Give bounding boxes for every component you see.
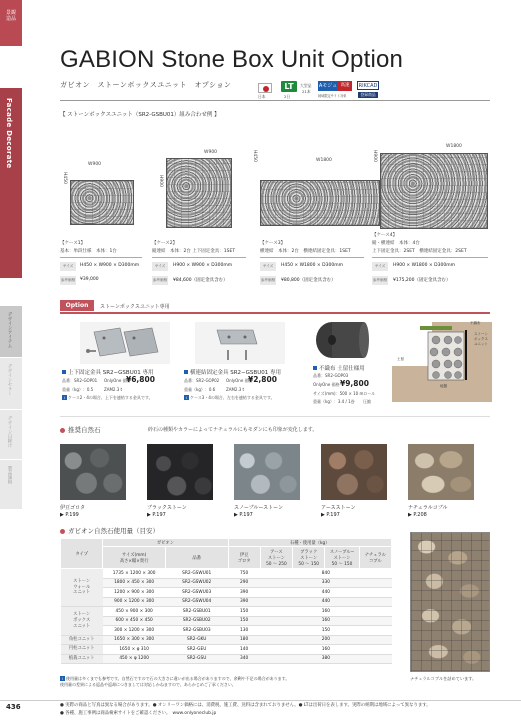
diagram-label-fabric: 不織布 — [470, 321, 481, 325]
option1-name-text: 上下固定金具 SR2−GSBU01 専用 — [68, 370, 154, 376]
case1-size-label: サイズ — [60, 262, 76, 271]
cell-size: 900 × 1200 × 300 — [103, 597, 166, 607]
case2-title: 【ケース2】 — [152, 241, 178, 246]
th-black: ブラック ストーン 50 ～ 150 — [293, 547, 325, 569]
table-row — [61, 607, 392, 617]
gabion-case2-image — [166, 158, 232, 228]
th-code: 品番 — [165, 547, 228, 569]
table-row — [61, 588, 392, 598]
option3-code: 品番：SR2-GOP03 — [313, 373, 349, 378]
case4-price: ¥175,200（固定金具含む） — [393, 278, 451, 283]
cell-izu: 180 — [228, 635, 260, 645]
rikcad-sub: 登録商品 — [358, 92, 378, 98]
info-icon: i — [63, 395, 66, 400]
case3-title: 【ケース3】 — [260, 241, 286, 246]
th-snow: スノーブル− ストーン 50 ～ 150 — [325, 547, 359, 569]
option1-code: 品番：SR2-GOP01 — [62, 378, 98, 383]
option2-note-text: ケース3・4の場合、左右を連結する金具です。 — [190, 395, 275, 400]
case3-divider — [260, 257, 364, 258]
dim-c3-h: H450 — [252, 150, 257, 162]
cell-other: 150 — [260, 626, 391, 636]
stone-izu-gorota-image — [60, 444, 126, 500]
cell-other: 160 — [260, 607, 391, 617]
option1-note — [62, 395, 153, 401]
cell-other: 200 — [260, 635, 391, 645]
cell-code: SR2-GSU — [165, 654, 228, 664]
cell-code: SR2-GKU — [165, 635, 228, 645]
lt-sub: 2日 — [284, 94, 291, 99]
option2-price-label: OnlyOne 価格 — [226, 378, 253, 383]
weight-table-note — [60, 676, 400, 688]
case1-desc: 基本：単段仕様 本体：1台 — [60, 249, 117, 254]
case2-price: ¥84,600（固定金具含む） — [173, 278, 228, 283]
weight-table-heading-text: ガビオン自然石使用量（目安） — [68, 527, 159, 535]
table-row — [61, 616, 392, 626]
cell-code: SR2-GSBU03 — [165, 626, 228, 636]
table-row — [61, 645, 392, 655]
stone-natural-cobble-image — [408, 444, 474, 500]
dim-c2-h: H900 — [158, 175, 163, 187]
case4-title: 【ケース4】 — [372, 233, 398, 238]
cell-size: 450 × 900 × 300 — [103, 607, 166, 617]
sidebar-tab-design-shade[interactable] — [0, 410, 22, 460]
gabion-case1-image — [70, 180, 134, 225]
sidebar-tab-label: 製品価格 — [7, 466, 12, 484]
case3-price: ¥80,800（固定金具含む） — [281, 278, 336, 283]
sidebar-top-tab-label: 景観 造品 — [5, 10, 16, 22]
case2-divider — [152, 257, 246, 258]
option2-price: ¥2,800 — [248, 375, 277, 384]
header-divider — [60, 100, 490, 101]
cell-code: SR2-GSBU01 — [165, 607, 228, 617]
option2-code: 品番：SR2-GOP02 — [184, 378, 220, 383]
shipping-label: 大型品 — [300, 83, 312, 88]
stone-name-izu: 伊豆ゴロタ — [60, 505, 86, 511]
stone-ref-cobble[interactable]: ▶ P.208 — [408, 512, 427, 518]
photo-caption: ナチュラルコブルを詰めています。 — [410, 676, 477, 681]
cell-size: 1735 × 1200 × 300 — [103, 569, 166, 579]
th-type: タイプ — [61, 539, 103, 569]
option2-note — [184, 395, 275, 401]
cell-other: 840 — [260, 569, 391, 579]
case2-size: H900 × W900 × D300mm — [173, 263, 233, 268]
sidebar-tab-label: デザイン日除け — [7, 416, 12, 448]
info-icon: i — [61, 676, 64, 681]
stone-earth-stone-image — [321, 444, 387, 500]
option1-price-label: OnlyOne 価格 — [104, 378, 131, 383]
case2-desc: 縦連結 本体：2台 上下固定金具：1SET — [152, 249, 236, 254]
cell-other: 330 — [260, 578, 391, 588]
option1-material: ZAM2.3 t — [104, 387, 123, 392]
th-stone-group: 石種・使用量（kg） — [228, 539, 392, 547]
weight-table-note-text: 使用量は多くまでも参考です。自然石ですので石の大きさに違いが出る場合がありますので、余剰や不足の場合があります。 使用量の差異による返品や返却につきましては対応しかねますので、あらかじめご了承ください。 — [60, 676, 290, 687]
sidebar-tab-label: デザインアイテム — [7, 312, 12, 348]
case3-size: H450 × W1800 × D300mm — [281, 263, 343, 268]
option1-note-text: ケース2・4の場合、上下を連結する金具です。 — [68, 395, 153, 400]
express-badge: 高速 — [338, 81, 352, 91]
cell-code: SR2-GSWU03 — [165, 588, 228, 598]
weight-table — [60, 538, 392, 664]
case2-price-label: 参考価格 — [152, 276, 168, 285]
section-heading-combinations: 【 ストーンボックスユニット（SR2-GSBU01）組み合わせ例 】 — [60, 112, 220, 118]
side-bracket-image — [195, 322, 285, 364]
sidebar-main-tab-label: Facade Decorate — [5, 98, 13, 169]
option-tag-sub: ストーンボックスユニット専用 — [100, 304, 170, 310]
cell-code: SR2-GSWU02 — [165, 578, 228, 588]
cell-izu: 290 — [228, 578, 260, 588]
dim-c1-w: W900 — [88, 162, 102, 167]
case1-price: ¥39,000 — [80, 277, 99, 282]
dim-c3-w: W1800 — [316, 158, 332, 163]
stones-heading — [60, 425, 101, 434]
group-box: ストーン ボックス ユニット — [61, 607, 103, 636]
stone-name-snow: スノーブルーストーン — [234, 505, 284, 511]
flag-label: 日本 — [258, 94, 266, 99]
option1-price: ¥6,800 — [126, 375, 155, 384]
sidebar-tab-design-cellar[interactable] — [0, 358, 22, 410]
cell-size: 1800 × 450 × 300 — [103, 578, 166, 588]
cell-izu: 140 — [228, 645, 260, 655]
option3-name-text: 不織布 土留仕様用 — [319, 366, 365, 372]
dim-c2-w: W900 — [204, 150, 218, 155]
case3-size-label: サイズ — [260, 262, 276, 271]
retaining-wall-diagram — [392, 318, 492, 402]
option3-material: 圧縮 — [363, 399, 371, 404]
cell-izu: 340 — [228, 654, 260, 664]
dim-c4-h: H900 — [372, 150, 377, 162]
gabion-case3-image — [260, 180, 380, 226]
bullet-dot-icon — [60, 529, 65, 534]
cell-izu: 390 — [228, 588, 260, 598]
bullet-dot-icon — [60, 428, 65, 433]
diagram-label-ground: 地盤 — [440, 384, 447, 388]
cell-code: SR2-GSBU02 — [165, 616, 228, 626]
option-tag: Option — [60, 300, 94, 311]
stone-snow-blue-image — [234, 444, 300, 500]
table-row — [61, 626, 392, 636]
stone-ref-black[interactable]: ▶ P.197 — [147, 512, 166, 518]
cell-izu: 390 — [228, 597, 260, 607]
cell-size: 1650 × 300 × 300 — [103, 635, 166, 645]
cell-other: 440 — [260, 597, 391, 607]
stone-black-stone-image — [147, 444, 213, 500]
stone-name-earth: アースストーン — [321, 505, 356, 511]
cell-izu: 150 — [228, 607, 260, 617]
stones-note: 砕石の種類やカラーによってナチュラルにもモダンにも印象が変化します。 — [148, 427, 318, 433]
cell-other: 380 — [260, 654, 391, 664]
case3-desc: 横連結 本体：2台 横連結固定金具：1SET — [260, 249, 351, 254]
bullet-icon — [313, 366, 317, 370]
cell-size: 1200 × 900 × 300 — [103, 588, 166, 598]
table-row — [61, 654, 392, 664]
bullet-icon — [184, 370, 188, 374]
case4-price-label: 参考価格 — [372, 276, 388, 285]
info-icon: i — [185, 395, 188, 400]
cell-other: 160 — [260, 645, 391, 655]
cell-size: 600 × 450 × 450 — [103, 616, 166, 626]
case4-desc: 縦・横連結 本体：4台 上下固定金具：2SET 横連結固定金具：2SET — [372, 241, 467, 254]
sidebar-main-tab-jp: ファサード装飾 — [5, 190, 13, 239]
page-number: 436 — [6, 703, 21, 711]
cell-izu: 750 — [228, 569, 260, 579]
cobble-gabion-photo — [410, 532, 490, 672]
option3-weight: 重量（kg）：3.4 / 1巻 — [313, 399, 355, 404]
module-badge: Aモジュ — [318, 83, 338, 89]
cell-other: 160 — [260, 616, 391, 626]
stone-ref-snow[interactable]: ▶ P.197 — [234, 512, 253, 518]
stone-ref-earth[interactable]: ▶ P.197 — [321, 512, 340, 518]
gabion-case4-image — [380, 153, 488, 229]
bullet-icon — [62, 370, 66, 374]
footer-note-2: ● 各種、施工事例は商品検索サイトをご確認ください。 www.onlyoneclub.jp — [60, 711, 217, 716]
stone-name-cobble: ナチュラルコブル — [408, 505, 448, 511]
cell-size: 450 × φ 1200 — [103, 654, 166, 664]
cell-code: SR2-GSWU04 — [165, 597, 228, 607]
stone-name-black: ブラックストーン — [147, 505, 187, 511]
option-divider — [60, 312, 490, 314]
diagram-label-unit: ストーン ボックス ユニット — [474, 332, 488, 346]
option2-weight: 重量（kg）：0.6 — [184, 387, 216, 392]
cell-type: 植栽ユニット — [61, 654, 103, 664]
page-subtitle: ガビオン ストーンボックスユニット オプション — [60, 81, 232, 89]
cell-code: SR2-GSWU01 — [165, 569, 228, 579]
cell-izu: 150 — [228, 616, 260, 626]
table-row — [61, 597, 392, 607]
case1-divider — [60, 257, 142, 258]
footer-divider — [0, 700, 521, 701]
case4-size: H900 × W1800 × D300mm — [393, 263, 455, 268]
case4-size-label: サイズ — [372, 262, 388, 271]
case1-title: 【ケース1】 — [60, 241, 86, 246]
cell-type: 角柱ユニット — [61, 635, 103, 645]
option3-size: サイズ(mm)：500 × 10 mロール — [313, 391, 376, 396]
group-wall: ストーン ウォール ユニット — [61, 569, 103, 607]
diagram-label-retaining: 土留 — [397, 357, 404, 361]
lt-badge: LT — [281, 81, 297, 92]
sidebar-main-tab[interactable] — [0, 88, 22, 278]
option3-name — [313, 364, 365, 372]
shipping-sub: 21本 — [302, 89, 311, 94]
th-izu: 伊豆 ゴロタ — [228, 547, 260, 569]
cell-size: 1650 × φ 310 — [103, 645, 166, 655]
cell-izu: 130 — [228, 626, 260, 636]
page-title: GABION Stone Box Unit Option — [60, 46, 404, 73]
case4-divider — [372, 257, 488, 258]
japan-flag-icon — [258, 83, 272, 93]
cell-code: SR2-GEU — [165, 645, 228, 655]
table-row — [61, 635, 392, 645]
weight-table-heading — [60, 526, 159, 535]
option2-material: ZAM2.3 t — [226, 387, 245, 392]
th-size: サイズ(mm) 高さ×幅×奥行 — [103, 547, 166, 569]
th-earth: アース ストーン 50 ～ 250 — [260, 547, 292, 569]
stone-ref-izu[interactable]: ▶ P.199 — [60, 512, 79, 518]
upper-lower-bracket-image — [80, 322, 170, 364]
footer-note-1: ● 実際の商品と写真は異なる場合があります。● オンリーワン価格には、消費税、施工費、送料は含まれておりません。● LTは出荷日を表します。実際の納期は地域によって異なります。 — [60, 703, 431, 708]
rikcad-badge: RIKCAD — [358, 83, 378, 89]
cell-type: 円柱ユニット — [61, 645, 103, 655]
case1-price-label: 参考価格 — [60, 276, 76, 285]
table-row — [61, 569, 392, 579]
th-gabion: ガビオン — [103, 539, 228, 547]
option2-name-text: 横連結固定金具 SR2−GSBU01 専用 — [190, 370, 281, 376]
case3-price-label: 参考価格 — [260, 276, 276, 285]
dim-c4-w: W1800 — [446, 144, 462, 149]
option1-weight: 重量（kg）：0.5 — [62, 387, 94, 392]
sidebar-tab-design-item[interactable] — [0, 306, 22, 358]
stones-divider — [60, 416, 490, 417]
case1-size: H450 × W900 × D300mm — [80, 263, 140, 268]
sidebar-top-tab[interactable] — [0, 0, 22, 46]
option3-price-label: OnlyOne 価格 — [313, 382, 340, 387]
region-sub: 地域限定サイト対象 — [318, 94, 347, 98]
th-cobble: ナチュラル コブル — [359, 547, 391, 569]
fabric-roll-image — [312, 318, 370, 364]
cell-other: 440 — [260, 588, 391, 598]
sidebar-tab-label: デザインセラー — [7, 364, 12, 396]
table-row — [61, 578, 392, 588]
option3-price: ¥9,800 — [340, 379, 369, 388]
dim-c1-h: H450 — [62, 172, 67, 184]
case2-size-label: サイズ — [152, 262, 168, 271]
stones-heading-text: 推奨自然石 — [68, 426, 101, 434]
cell-size: 300 × 1200 × 300 — [103, 626, 166, 636]
sidebar-tab-price[interactable] — [0, 460, 22, 510]
